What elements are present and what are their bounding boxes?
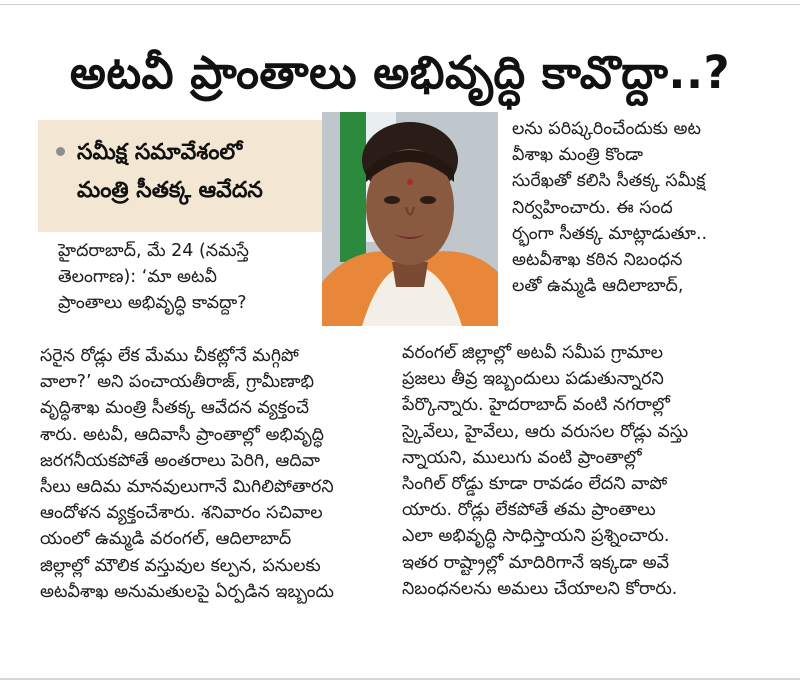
article-line: తెలంగాణ): ‘మా అటవీ	[58, 267, 217, 288]
article-line: జిల్లాల్లో మౌలిక వస్తువుల కల్పన, పనులకు	[40, 555, 321, 576]
article-line: ప్రాంతాలు అభివృద్ధి కావద్దా?	[58, 293, 247, 314]
article-line: అటవీశాఖ అనుమతులపై ఏర్పడిన ఇబ్బందు	[40, 581, 334, 602]
bullet-icon	[56, 147, 65, 156]
article-column-bottom-right	[402, 340, 762, 602]
article-line: సురేఖతో కలిసి సీతక్క సమీక్ష	[512, 171, 706, 192]
article-line: ఇతర రాష్ట్రాల్లో మాదిరిగానే ఇక్కడా అవే	[402, 552, 670, 573]
article-line: ర్భంగా సీతక్క మాట్లాడుతూ..	[512, 223, 708, 244]
subhead-text-1: సమీక్ష సమావేశంలో	[77, 140, 243, 165]
article-column-bottom-left	[40, 343, 368, 605]
portrait-image	[322, 112, 498, 326]
article-line: వృద్ధిశాఖ మంత్రి సీతక్క ఆవేదన వ్యక్తంచే	[40, 398, 310, 419]
article-line: ఆందోళన వ్యక్తంచేశారు. శనివారం సచివాల	[40, 503, 323, 524]
article-column-left	[58, 238, 332, 317]
article-line: సింగిల్ రోడ్డు కూడా రావడం లేదని వాపో	[402, 473, 668, 494]
article-line: జరగనీయకపోతే అంతరాలు పెరిగి, ఆదివా	[40, 450, 321, 471]
bottom-rule	[0, 678, 800, 680]
article-line: అటవీశాఖ కఠిన నిబంధన	[512, 249, 683, 270]
article-line: శారు. అటవీ, ఆదివాసీ ప్రాంతాల్లో అభివృద్ధి	[40, 424, 324, 445]
article-line: సరైన రోడ్లు లేక మేము చీకట్లోనే మగ్గిపో	[40, 346, 299, 366]
subhead-box	[38, 120, 322, 232]
article-line: ప్రజలు తీవ్ర ఇబ్బందులు పడుతున్నారని	[402, 369, 664, 390]
article-line: సీలు ఆదిమ మానవులుగానే మిగిలిపోతారని	[40, 476, 334, 497]
article-line: స్కైవేలు, హైవేలు, ఆరు వరుసల రోడ్లు వస్తు	[402, 421, 689, 442]
article-line: పేర్కొన్నారు. హైదరాబాద్ వంటి నగరాల్లో	[402, 395, 670, 416]
article-line: లతో ఉమ్మడి ఆదిలాబాద్,	[512, 276, 684, 297]
top-rule	[0, 4, 800, 5]
article-line: నిబంధనలను అమలు చేయాలని కోరారు.	[402, 578, 678, 599]
article-line: వీశాఖ మంత్రి కొండా	[512, 145, 644, 166]
article-line: లను పరిష్కరించేందుకు అట	[512, 119, 702, 139]
article-line: వాలా?’ అని పంచాయతీరాజ్, గ్రామీణాభి	[40, 372, 315, 393]
subhead-line-1	[56, 134, 312, 172]
article-line: వరంగల్ జిల్లాల్లో అటవీ సమీప గ్రామాల	[402, 343, 663, 363]
article-line: యారు. రోడ్లు లేకపోతే తమ ప్రాంతాలు	[402, 500, 656, 521]
article-line: హైదరాబాద్, మే 24 (నమస్తే	[58, 241, 249, 261]
article-line: నిర్వహించారు. ఈ సంద	[512, 197, 673, 218]
article-line: ఎలా అభివృద్ధి సాధిస్తాయని ప్రశ్నించారు.	[402, 526, 670, 547]
subhead-line-2: మంత్రి సీతక్క ఆవేదన	[77, 178, 263, 203]
article-column-right-top	[512, 116, 762, 299]
article-line: న్నాయని, ములుగు వంటి ప్రాంతాల్లో	[402, 447, 642, 468]
minister-photo	[322, 112, 498, 326]
headline: అటవీ ప్రాంతాలు అభివృద్ధి కావొద్దా..?	[69, 46, 731, 99]
article-line: యంలో ఉమ్మడి వరంగల్, ఆదిలాబాద్	[40, 529, 292, 550]
